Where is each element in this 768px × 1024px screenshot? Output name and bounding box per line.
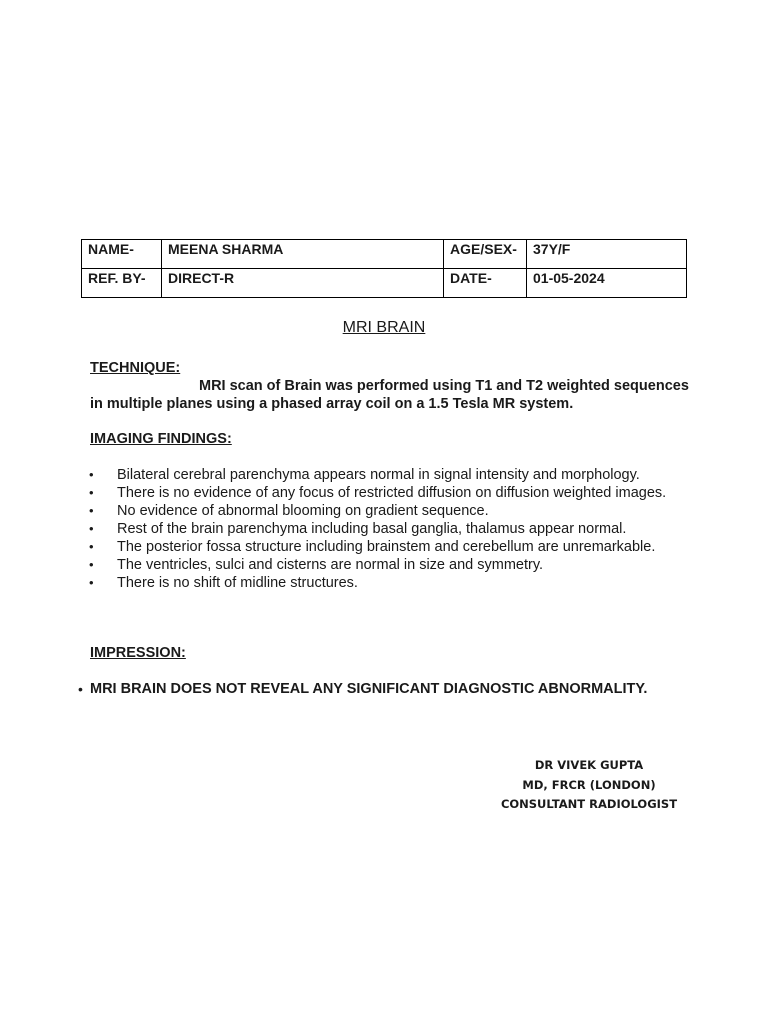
list-item: • There is no evidence of any focus of restricted diffusion on diffusion weighted images. — [117, 484, 677, 502]
findings-heading: IMAGING FINDINGS: — [90, 431, 232, 447]
age-sex-label: AGE/SEX- — [444, 240, 527, 269]
doctor-designation: CONSULTANT RADIOLOGIST — [500, 797, 678, 811]
date-value: 01-05-2024 — [527, 269, 687, 298]
signature-block — [486, 756, 692, 815]
list-item: • No evidence of abnormal blooming on gradient sequence. — [117, 502, 677, 520]
doctor-qualification: MD, FRCR (LONDON) — [522, 777, 656, 792]
date-label: DATE- — [444, 269, 527, 298]
list-item: • The posterior fossa structure including brainstem and cerebellum are unremarkable. — [117, 538, 677, 556]
technique-heading: TECHNIQUE: — [90, 360, 181, 376]
list-item: • Bilateral cerebral parenchyma appears normal in signal intensity and morphology. — [117, 466, 677, 484]
ref-label: REF. BY- — [82, 269, 162, 298]
doctor-name: DR VIVEK GUPTA — [534, 758, 644, 772]
table-row — [82, 240, 687, 269]
age-sex-value: 37Y/F — [527, 240, 687, 269]
bullet-icon: • — [78, 681, 83, 697]
list-item: • The ventricles, sulci and cisterns are normal in size and symmetry. — [117, 556, 677, 574]
report-title: MRI BRAIN — [342, 319, 426, 336]
name-label: NAME- — [82, 240, 162, 269]
list-item: • Rest of the brain parenchyma including basal ganglia, thalamus appear normal. — [117, 520, 677, 538]
list-item: • There is no shift of midline structures. — [117, 574, 677, 592]
ref-value: DIRECT-R — [162, 269, 444, 298]
table-row — [82, 269, 687, 298]
impression-heading: IMPRESSION: — [90, 645, 186, 661]
findings-list — [117, 466, 677, 592]
patient-details-table — [81, 239, 687, 298]
impression-text: MRI BRAIN DOES NOT REVEAL ANY SIGNIFICANT DIAGNOSTIC ABNORMALITY. — [90, 681, 648, 697]
name-value: MEENA SHARMA — [162, 240, 444, 269]
technique-text: MRI scan of Brain was performed using T1 and T2 weighted sequences in multiple planes using a phased array coil on a 1.5 Tesla MR system. — [90, 378, 689, 412]
